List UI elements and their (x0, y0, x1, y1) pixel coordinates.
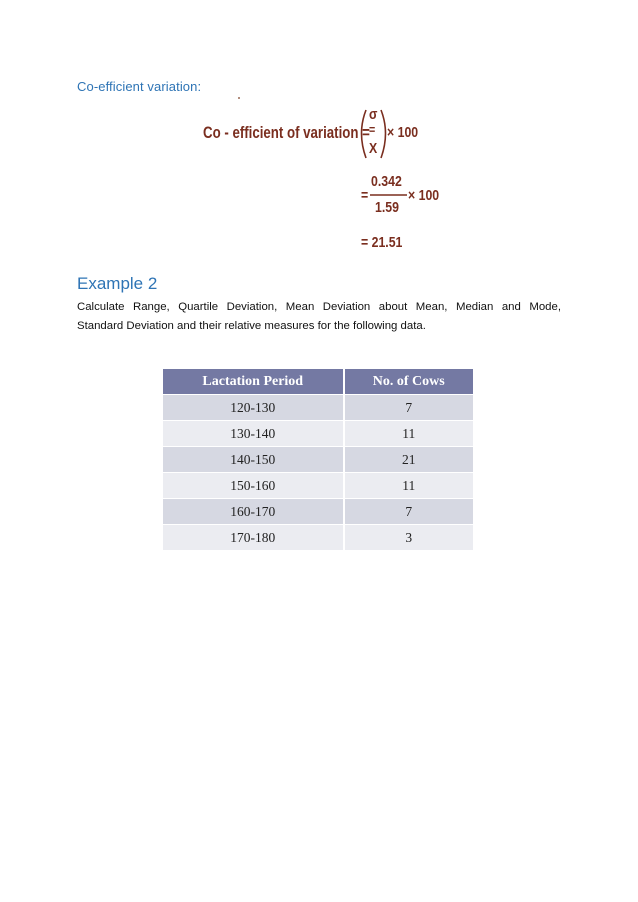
cell-period: 140-150 (163, 447, 344, 473)
cell-period: 120-130 (163, 395, 344, 421)
table-row (163, 499, 473, 525)
cell-cows: 3 (344, 525, 473, 551)
formula-step2-numerator: 0.342 (371, 173, 402, 190)
stray-dot (238, 97, 240, 99)
formula-step2-denominator: 1.59 (375, 199, 399, 216)
formula-step2-times-100: × 100 (408, 187, 440, 204)
formula-sigma: σ (369, 106, 378, 123)
cell-period: 150-160 (163, 473, 344, 499)
formula-step2-equals: = (361, 187, 369, 204)
table-row (163, 473, 473, 499)
paragraph-line-1: Calculate Range, Quartile Deviation, Mean Deviation about Mean, Median and Mode, (77, 301, 561, 313)
paragraph-line-2: Standard Deviation and their relative measures for the following data. (77, 320, 426, 332)
header-no-of-cows: No. of Cows (344, 369, 473, 395)
table-row (163, 447, 473, 473)
table-row (163, 395, 473, 421)
cell-cows: 7 (344, 395, 473, 421)
cell-cows: 11 (344, 473, 473, 499)
cell-cows: 11 (344, 421, 473, 447)
formula-result: = 21.51 (361, 234, 403, 251)
formula-bar: = (369, 122, 376, 137)
table-row (163, 421, 473, 447)
example-2-heading: Example 2 (77, 274, 158, 293)
header-lactation-period: Lactation Period (163, 369, 344, 395)
cell-cows: 7 (344, 499, 473, 525)
lactation-table (163, 369, 473, 550)
coefficient-of-variation-formula (195, 100, 440, 260)
coefficient-variation-heading: Co-efficient variation: (77, 79, 202, 94)
example-2-paragraph (77, 298, 561, 336)
table-row (163, 525, 473, 551)
formula-times-100: × 100 (387, 124, 419, 141)
cell-period: 170-180 (163, 525, 344, 551)
formula-xbar: X (369, 140, 378, 157)
cell-cows: 21 (344, 447, 473, 473)
cell-period: 130-140 (163, 421, 344, 447)
formula-lhs: Co - efficient of variation = (203, 123, 370, 142)
cell-period: 160-170 (163, 499, 344, 525)
table-header-row (163, 369, 473, 395)
